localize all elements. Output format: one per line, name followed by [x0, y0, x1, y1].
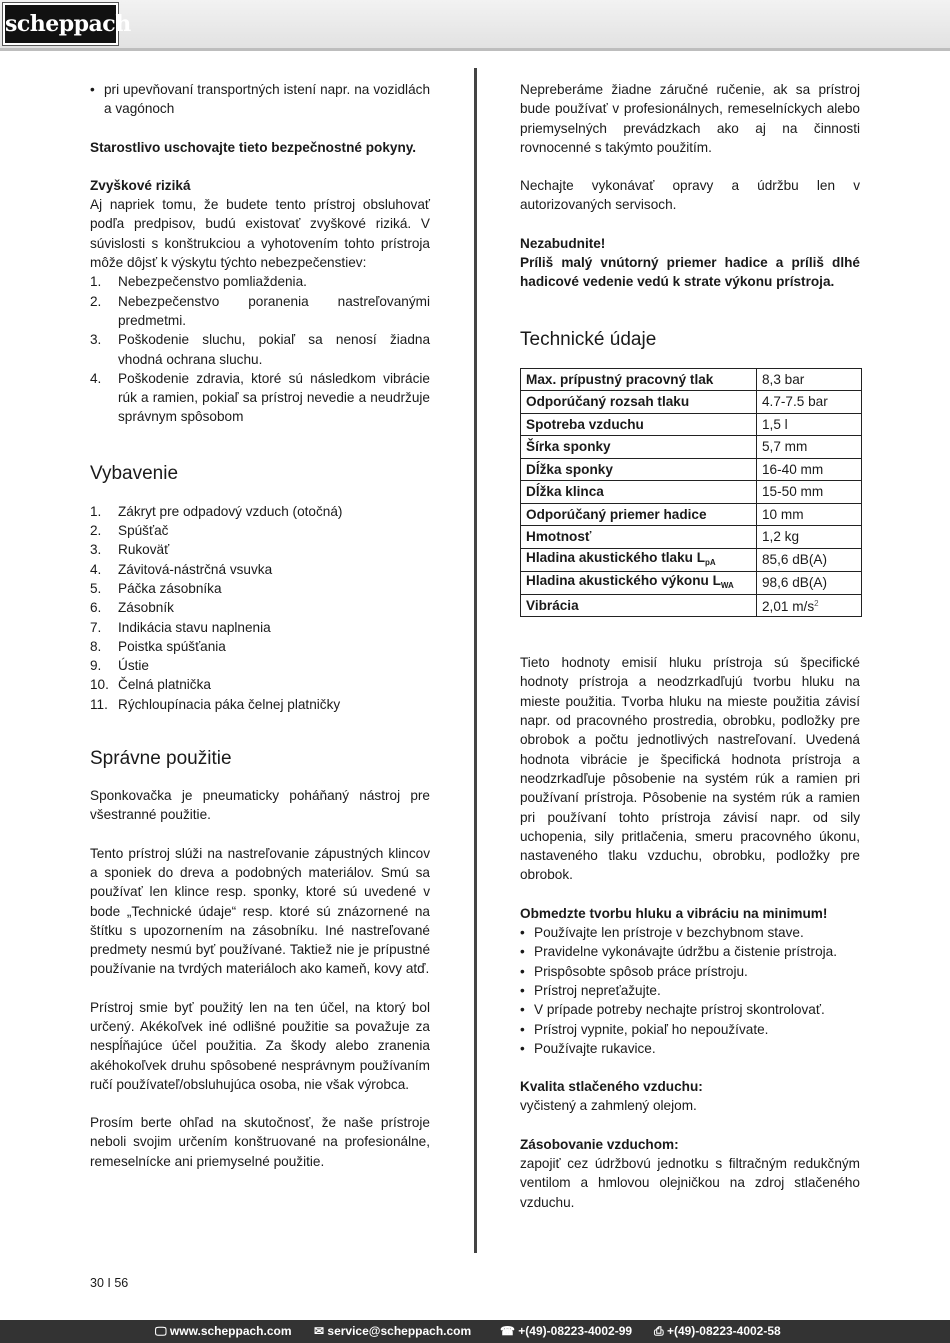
spec-value: 5,7 mm [757, 436, 862, 459]
spec-label: Spotreba vzduchu [521, 413, 757, 436]
spec-label: Vibrácia [521, 594, 757, 617]
list-text: Ústie [118, 658, 149, 674]
list-text: Rýchloupínacia páka čelnej platničky [118, 696, 341, 712]
emission-paragraph: Tieto hodnoty emisií hluku prístroja sú špecifické hodnoty prístroja a neodzrkadľujú tvorbu hluku na mieste použitia. Tvorba hluku na mieste použitia závisí napr. od pracovného prostredia, obrobku, podložky pre obrobok a počtu jednotlivých nastreľovaní. Uvedená hodnota vibrácie je špecifická hodnota prístroja a neodzrkadľuje pôsobenie na systém rúk a ramien pri používaní prístroja. Pôsobenie na systém rúk a ramien pri používaní tohto prístroja závisí napr. od sily uchopenia, sily pritlačenia, smeru pracovného úkonu, nastaveného tlaku vzduchu, obrobku, podložky pre obrobok. [520, 655, 860, 883]
equipment-list [90, 502, 430, 714]
list-item [90, 656, 430, 675]
list-number: 1. [90, 503, 102, 519]
page-number: 30 I 56 [90, 1276, 129, 1290]
list-number: 2. [90, 523, 102, 539]
envelope-icon: ✉ [314, 1324, 325, 1338]
intended-use-paragraph: Prístroj smie byť použitý len na ten účel, na ktorý bol určený. Akékoľvek iné odlišné použitie sa považuje za nespĺňajúce účel použitia. Za škody alebo zranenia akéhokoľvek druhu spôsobené nesprávnym používaním ručí používateľ/obsluhujúca osoba, nie však výrobca. [90, 999, 430, 1092]
right-column [520, 80, 860, 1212]
list-number: 7. [90, 619, 102, 635]
list-text: Poistka spúšťania [118, 638, 226, 654]
equipment-heading: Vybavenie [90, 462, 179, 484]
list-number: 2. [90, 293, 102, 309]
spec-value: 15-50 mm [757, 481, 862, 504]
technical-data-table [520, 368, 862, 618]
repairs-paragraph: Nechajte vykonávať opravy a údržbu len v autorizovaných servisoch. [520, 178, 860, 213]
air-quality-heading: Kvalita stlačeného vzduchu: [520, 1079, 703, 1095]
remember-text: Príliš malý vnútorný priemer hadice a príliš dlhé hadicové vedenie vedú k strate výkonu prístroja. [520, 255, 860, 290]
technical-data-heading: Technické údaje [520, 328, 657, 350]
table-row [521, 436, 862, 459]
list-item [90, 540, 430, 559]
list-text: Zákryt pre odpadový vzduch (otočná) [118, 503, 343, 519]
spec-label: Hladina akustického výkonu $L_{WA}$ [521, 571, 757, 594]
list-number: 3. [90, 542, 102, 558]
fax-icon: ⎙ [654, 1324, 664, 1338]
spec-label: Hladina akustického tlaku $L_{pA}$ [521, 548, 757, 571]
list-item: • Pravidelne vykonávajte údržbu a čistenie prístroja. [520, 942, 860, 961]
air-quality-text: vyčistený a zahmlený olejom. [520, 1098, 697, 1114]
footer-website[interactable]: 🖵 www.scheppach.com [155, 1324, 292, 1338]
table-row [521, 594, 862, 617]
list-item: • Používajte len prístroje v bezchybnom stave. [520, 923, 860, 942]
list-text: Rukoväť [118, 542, 170, 558]
list-item [90, 675, 430, 694]
column-divider [474, 68, 477, 1253]
list-text: Nebezpečenstvo poranenia nastreľovanými predmetmi. [118, 293, 430, 328]
remember-heading: Nezabudnite! [520, 235, 606, 251]
spec-label: Hmotnosť [521, 526, 757, 549]
list-text: Závitová-nástrčná vsuvka [118, 561, 273, 577]
list-number: 11. [90, 696, 108, 712]
list-item: • Prístroj nepreťažujte. [520, 981, 860, 1000]
spec-value: 98,6 dB(A) [757, 571, 862, 594]
table-row [521, 526, 862, 549]
minimize-noise-list [520, 923, 860, 1058]
list-item: • Prispôsobte spôsob práce prístroju. [520, 962, 860, 981]
spec-label: Šírka sponky [521, 436, 757, 459]
page-header [0, 0, 950, 51]
scheppach-logo: scheppach [3, 3, 118, 45]
list-text: Čelná platnička [118, 677, 211, 693]
spec-value: 1,5 l [757, 413, 862, 436]
list-number: 9. [90, 658, 102, 674]
spec-value: 16-40 mm [757, 458, 862, 481]
list-item: • V prípade potreby nechajte prístroj skontrolovať. [520, 1000, 860, 1019]
list-item [90, 272, 430, 291]
list-number: 10. [90, 677, 109, 693]
intended-use-paragraph: Prosím berte ohľad na skutočnosť, že naše prístroje neboli svojim určením konštruované na profesionálne, remeselnícke ani priemyselné použitie. [90, 1115, 430, 1169]
air-supply-heading: Zásobovanie vzduchom: [520, 1136, 679, 1152]
list-item [90, 502, 430, 521]
table-row [521, 458, 862, 481]
spec-label: Odporúčaný rozsah tlaku [521, 391, 757, 414]
spec-value: 85,6 dB(A) [757, 548, 862, 571]
spec-value: 4.7-7.5 bar [757, 391, 862, 414]
residual-risks-text: Aj napriek tomu, že budete tento prístroj obsluhovať podľa predpisov, budú existovať zvyškové riziká. V súvislosti s konštrukciou a vyhotovením tohto prístroja môže dôjsť k výskytu týchto nebezpečenstiev: [90, 197, 430, 271]
table-row [521, 413, 862, 436]
footer-fax: ⎙ +(49)-08223-4002-58 [654, 1324, 781, 1338]
spec-value: 1,2 kg [757, 526, 862, 549]
table-row [521, 571, 862, 594]
list-item [90, 695, 430, 714]
list-item [90, 292, 430, 331]
risks-list [90, 272, 430, 426]
spec-value: 10 mm [757, 503, 862, 526]
phone-icon: ☎ [500, 1324, 515, 1338]
table-row [521, 548, 862, 571]
transport-bullet-list [90, 80, 430, 119]
left-column [90, 80, 430, 1171]
list-item [90, 560, 430, 579]
list-text: Poškodenie sluchu, pokiaľ sa nenosí žiadna vhodná ochrana sluchu. [118, 332, 430, 367]
list-text: Poškodenie zdravia, ktoré sú následkom vibrácie rúk a ramien, pokiaľ sa prístroj nevedie a neudržuje správnym spôsobom [118, 370, 430, 425]
list-text: Spúšťač [118, 523, 169, 539]
list-item [90, 598, 430, 617]
residual-risks-heading: Zvyškové riziká [90, 177, 191, 193]
spec-value: 2,01 $m/s^2$ [757, 594, 862, 617]
list-item [90, 521, 430, 540]
spec-label: Dĺžka klinca [521, 481, 757, 504]
list-text: Zásobník [118, 600, 174, 616]
spec-label: Max. prípustný pracovný tlak [521, 368, 757, 391]
table-row [521, 391, 862, 414]
list-number: 4. [90, 370, 102, 386]
intended-use-paragraph: Sponkovačka je pneumaticky poháňaný nástroj pre všestranné použitie. [90, 788, 430, 823]
spec-label: Odporúčaný priemer hadice [521, 503, 757, 526]
list-text: Nebezpečenstvo pomliaždenia. [118, 274, 307, 290]
spec-value: 8,3 bar [757, 368, 862, 391]
table-row [521, 368, 862, 391]
list-item: • pri upevňovaní transportných istení napr. na vozidlách a vagónoch [90, 80, 430, 119]
list-item [90, 637, 430, 656]
intended-use-heading: Správne použitie [90, 748, 232, 770]
list-number: 4. [90, 561, 102, 577]
minimize-noise-heading: Obmedzte tvorbu hluku a vibráciu na minimum! [520, 905, 828, 921]
footer-email[interactable]: ✉ service@scheppach.com [314, 1324, 472, 1338]
list-number: 5. [90, 580, 102, 596]
monitor-icon: 🖵 [155, 1324, 167, 1338]
list-number: 6. [90, 600, 102, 616]
list-item [90, 579, 430, 598]
list-item [90, 618, 430, 637]
list-number: 1. [90, 274, 102, 290]
keep-instructions-note: Starostlivo uschovajte tieto bezpečnostné pokyny. [90, 139, 417, 155]
list-item: • Prístroj vypnite, pokiaľ ho nepoužívate. [520, 1020, 860, 1039]
spec-label: Dĺžka sponky [521, 458, 757, 481]
list-item [90, 369, 430, 427]
list-text: Indikácia stavu naplnenia [118, 619, 271, 635]
page-footer [0, 1320, 950, 1343]
air-supply-text: zapojiť cez údržbovú jednotku s filtračným redukčným ventilom a hmlovou olejničkou na zdroj stlačeného vzduchu. [520, 1156, 860, 1210]
intended-use-paragraph: Tento prístroj slúži na nastreľovanie zápustných klincov a sponiek do dreva a podobných materiálov. Smú sa používať len klince resp. sponky, ktoré sú uvedené v bode „Technické údaje“ resp. ktoré sú znázornené na štítku s upozornením na zásobníku. Iné nastreľované predmety nesmú byť používané. Taktiež nie je prípustné používanie na tvrdých materiáloch ako kameň, kovy atď. [90, 845, 430, 977]
list-number: 3. [90, 332, 102, 348]
table-row [521, 503, 862, 526]
list-number: 8. [90, 638, 102, 654]
list-item: • Používajte rukavice. [520, 1039, 860, 1058]
warranty-paragraph: Nepreberáme žiadne záručné ručenie, ak sa prístroj bude používať v profesionálnych, remeselníckych alebo priemyselných prevádzkach ako aj na činnosti rovnocenné s takýmto použitím. [520, 82, 860, 155]
table-row [521, 481, 862, 504]
footer-phone[interactable]: ☎ +(49)-08223-4002-99 [500, 1324, 633, 1338]
list-item [90, 330, 430, 369]
list-text: Páčka zásobníka [118, 580, 222, 596]
